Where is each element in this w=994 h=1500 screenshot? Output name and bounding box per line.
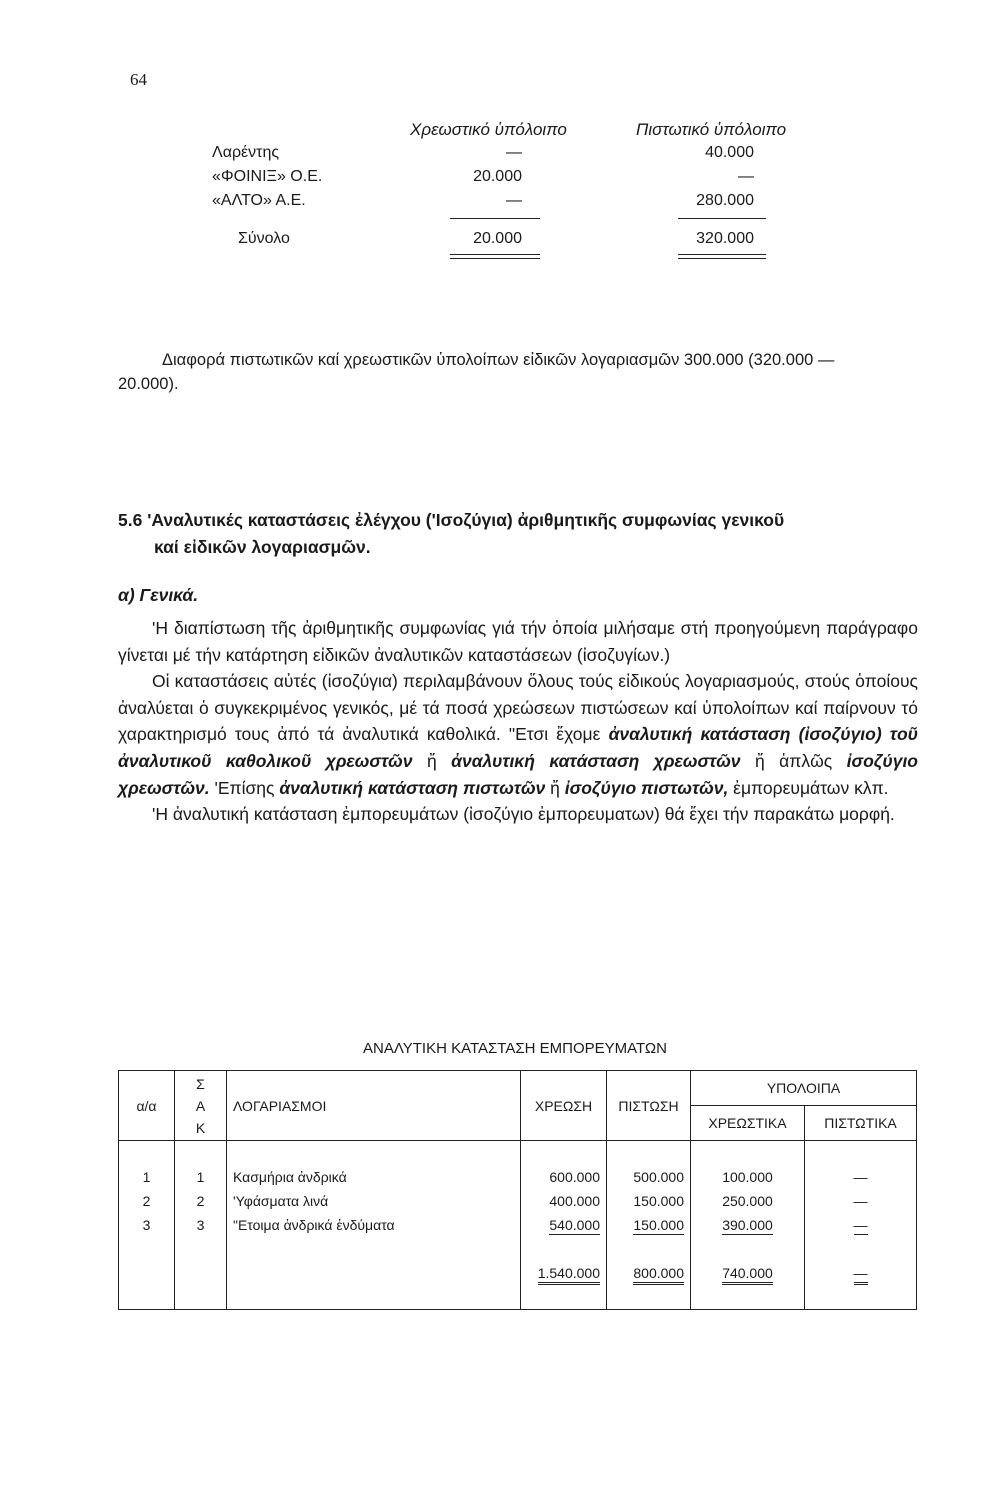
row-credit-balance: —: [853, 1217, 868, 1233]
difference-note-line1: Διαφορά πιστωτικῶν καί χρεωστικῶν ὑπολοίπων εἰδικῶν λογαριασμῶν 300.000 (320.000 —: [162, 351, 835, 369]
row-sak: 1: [175, 1165, 227, 1189]
paragraph-2-text: ἤ: [412, 750, 452, 771]
emphasis-term: ἰσοζύγιο χρεωστῶν.: [118, 750, 918, 798]
header-aa: α/α: [119, 1071, 175, 1141]
row-debit: 540.000: [549, 1217, 600, 1233]
balance-row-debit: 20.000: [473, 168, 522, 185]
section-number: 5.6: [118, 510, 143, 530]
header-sak-letter: Σ: [196, 1075, 205, 1092]
section-heading: [118, 507, 784, 561]
row-account: Κασμήρια ἀνδρικά: [227, 1165, 521, 1189]
paragraph-3: 'Η ἀναλυτική κατάσταση ἐμπορευμάτων (ἰσοζύγιο ἐμπορευματων) θά ἔχει τήν παρακάτω μορφή.: [152, 804, 895, 825]
header-credit: ΠΙΣΤΩΣΗ: [607, 1071, 691, 1141]
balance-row-debit: —: [506, 144, 522, 161]
emphasis-term: ἰσοζύγιο πιστωτῶν,: [564, 777, 729, 798]
credit-balance-header: Πιστωτικό ὑπόλοιπο: [636, 120, 787, 139]
paragraph-2-text: ἤ: [545, 777, 565, 798]
row-debit-balance: 390.000: [722, 1217, 773, 1233]
balance-row-name: «ΑΛΤΟ» Α.Ε.: [212, 192, 306, 209]
row-debit-balance: 250.000: [691, 1189, 805, 1213]
page-number: 64: [130, 70, 147, 89]
row-sak: 3: [175, 1213, 227, 1237]
balance-row-credit: 40.000: [705, 144, 754, 161]
total-credit-cell: 800.000: [633, 1265, 684, 1285]
header-accounts: ΛΟΓΑΡΙΑΣΜΟΙ: [227, 1071, 521, 1141]
header-sak: [175, 1071, 227, 1141]
emphasis-term: ἀναλυτική κατάσταση (ἰσοζύγιο) τοῦ ἀναλυτικοῦ καθολικοῦ χρεωστῶν: [118, 724, 918, 771]
balance-row-debit: —: [506, 192, 522, 209]
row-debit-balance: 100.000: [691, 1165, 805, 1189]
row-account: "Ετοιμα ἀνδρικά ἐνδύματα: [227, 1213, 521, 1237]
header-sak-letter: Κ: [195, 1119, 206, 1136]
total-label: Σύνολο: [238, 230, 290, 247]
emphasis-term: ἀναλυτική κατάσταση πιστωτῶν: [279, 777, 546, 798]
subtotal-rule: [450, 218, 540, 219]
total-debit-cell: 1.540.000: [538, 1265, 600, 1285]
row-aa: 2: [119, 1189, 175, 1213]
row-aa: 3: [119, 1213, 175, 1237]
paragraph-2-text: 'Επίσης: [209, 777, 280, 798]
total-double-rule: [678, 254, 766, 259]
balance-row-name: «ΦΟΙΝΙΞ» Ο.Ε.: [212, 168, 323, 185]
section-title-line1: 'Αναλυτικές καταστάσεις ἐλέγχου ('Ισοζύγια) ἀριθμητικῆς συμφωνίας γενικοῦ: [147, 510, 785, 530]
balance-row-name: Λαρέντης: [212, 144, 280, 161]
section-title-line2: καί εἰδικῶν λογαριασμῶν.: [154, 537, 371, 557]
total-credit-balance-cell: —: [854, 1265, 868, 1285]
header-sak-letter: Α: [195, 1097, 206, 1114]
header-balances: ΥΠΟΛΟΙΠΑ: [691, 1071, 917, 1106]
paragraph-2-text: Οἱ καταστάσεις αὐτές (ἰσοζύγια) περιλαμβάνουν ὅλους τούς εἰδικούς λογαριασμούς, στούς ὁποίους ἀναλύεται ὁ συγκεκριμένος γενικός, μέ τά ποσά χρεώσεων πιστώσεων καί ὑπολοίπων καί παίρνουν τό χαρακτηρισμό τους ἀπό τά ἀναλυτικά καθολικά. "Ετσι ἔχομε: [118, 671, 918, 745]
balance-row-credit: 280.000: [696, 192, 754, 209]
difference-note-line2: 20.000).: [118, 375, 179, 393]
row-debit: 600.000: [521, 1165, 607, 1189]
emphasis-term: ἀναλυτική κατάσταση χρεωστῶν: [451, 750, 741, 771]
header-debit-balance: ΧΡΕΩΣΤΙΚΑ: [691, 1106, 805, 1141]
table-row: [119, 1213, 917, 1237]
row-credit-balance: —: [805, 1189, 917, 1213]
row-credit: 150.000: [633, 1217, 684, 1233]
total-double-rule: [450, 254, 540, 259]
paragraph-2: [118, 668, 918, 801]
row-credit-balance: —: [805, 1165, 917, 1189]
row-credit: 500.000: [607, 1165, 691, 1189]
balance-row-credit: —: [738, 168, 754, 185]
total-credit: 320.000: [696, 230, 754, 247]
table-row: [119, 1165, 917, 1189]
totals-row: [119, 1261, 917, 1285]
row-account: 'Υφάσματα λινά: [227, 1189, 521, 1213]
subtotal-rule: [678, 218, 766, 219]
paragraph-2-text: ἐμπορευμάτων κλπ.: [728, 777, 889, 798]
table-title: ΑΝΑΛΥΤΙΚΗ ΚΑΤΑΣΤΑΣΗ ΕΜΠΟΡΕΥΜΑΤΩΝ: [363, 1040, 667, 1057]
total-debit-balance-cell: 740.000: [722, 1265, 773, 1285]
row-aa: 1: [119, 1165, 175, 1189]
row-debit: 400.000: [521, 1189, 607, 1213]
merchandise-statement-table: [118, 1070, 917, 1310]
total-debit: 20.000: [473, 230, 522, 247]
debit-balance-header: Χρεωστικό ὑπόλοιπο: [410, 120, 567, 139]
row-sak: 2: [175, 1189, 227, 1213]
paragraph-2-text: ἤ ἁπλῶς: [740, 750, 847, 771]
body-text: [118, 615, 918, 828]
header-debit: ΧΡΕΩΣΗ: [521, 1071, 607, 1141]
row-credit: 150.000: [607, 1189, 691, 1213]
table-row: [119, 1189, 917, 1213]
subsection-title: α) Γενικά.: [118, 585, 199, 605]
header-credit-balance: ΠΙΣΤΩΤΙΚΑ: [805, 1106, 917, 1141]
paragraph-1: 'Η διαπίστωση τῆς ἀριθμητικῆς συμφωνίας γιά τήν ὁποία μιλήσαμε στή προηγούμενη παράγραφο γίνεται μέ τήν κατάρτηση εἰδικῶν ἀναλυτικῶν καταστάσεων (ἰσοζυγίων.): [118, 618, 918, 665]
